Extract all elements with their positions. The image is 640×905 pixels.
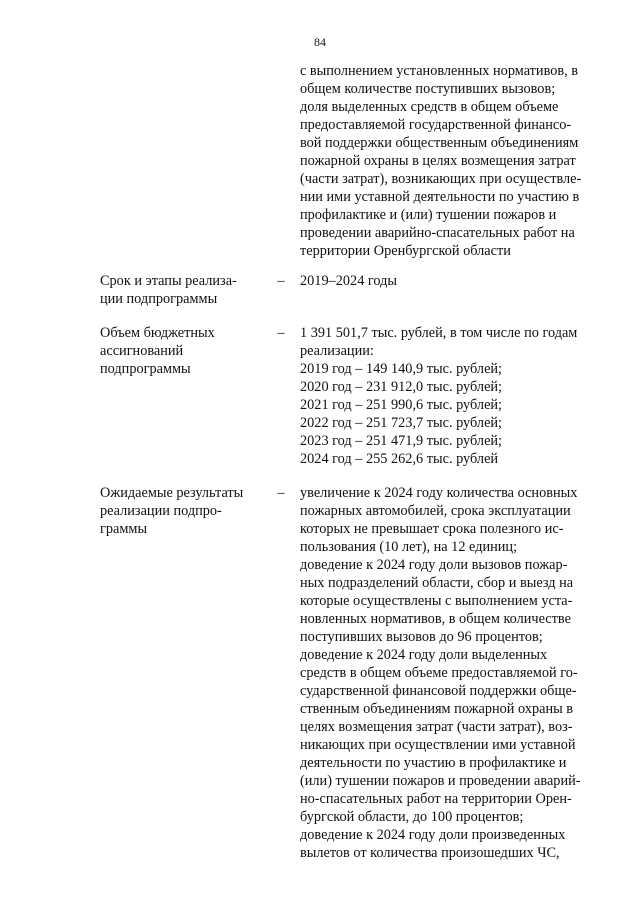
term-label-line: Срок и этапы реализа-: [100, 273, 237, 289]
budget-label-line: подпрограммы: [100, 361, 191, 377]
term-value: 2019–2024 годы: [300, 273, 398, 289]
budget-year-line: 2022 год – 251 723,7 тыс. рублей;: [300, 415, 503, 431]
results-value-line: пользования (10 лет), на 12 единиц;: [300, 539, 518, 555]
results-label-line: Ожидаемые результаты: [100, 485, 244, 501]
budget-dash: –: [277, 325, 285, 341]
intro-line: доля выделенных средств в общем объеме: [300, 99, 559, 115]
intro-line: общем количестве поступивших вызовов;: [300, 81, 556, 97]
results-value-line: поступивших вызовов до 96 процентов;: [300, 629, 543, 645]
budget-year-line: 2020 год – 231 912,0 тыс. рублей;: [300, 379, 503, 395]
results-value-line: целях возмещения затрат (части затрат), воз-: [300, 719, 573, 735]
intro-line: нии ими уставной деятельности по участию в: [300, 189, 580, 205]
page-number: 84: [314, 35, 326, 49]
budget-year-line: 2024 год – 255 262,6 тыс. рублей: [300, 451, 499, 467]
results-value-line: новленных нормативов, в общем количестве: [300, 611, 571, 627]
budget-value-line: реализации:: [300, 343, 374, 359]
results-dash: –: [277, 485, 285, 501]
results-value-line: вылетов от количества произошедших ЧС,: [300, 845, 560, 861]
budget-year-line: 2019 год – 149 140,9 тыс. рублей;: [300, 361, 503, 377]
intro-line: профилактике и (или) тушении пожаров и: [300, 207, 557, 223]
results-value-line: но-спасательных работ на территории Орен-: [300, 791, 572, 807]
intro-line: с выполнением установленных нормативов, в: [300, 63, 579, 79]
budget-year-line: 2021 год – 251 990,6 тыс. рублей;: [300, 397, 503, 413]
term-label-line: ции подпрограммы: [100, 291, 218, 307]
budget-value-line: 1 391 501,7 тыс. рублей, в том числе по годам: [300, 325, 578, 341]
budget-label-line: ассигнований: [100, 343, 184, 359]
results-value-line: ных подразделений области, сбор и выезд на: [300, 575, 574, 591]
results-value-line: пожарных автомобилей, срока эксплуатации: [300, 503, 571, 519]
results-value-line: деятельности по участию в профилактике и: [300, 755, 567, 771]
results-value-line: увеличение к 2024 году количества основных: [300, 485, 578, 501]
results-value-line: сударственной финансовой поддержки обще-: [300, 683, 577, 699]
intro-line: территории Оренбургской области: [300, 243, 511, 259]
budget-year-line: 2023 год – 251 471,9 тыс. рублей;: [300, 433, 503, 449]
results-value-line: ственным объединениям пожарной охраны в: [300, 701, 574, 717]
results-value-line: доведение к 2024 году доли вызовов пожар-: [300, 557, 568, 573]
results-value-line: бургской области, до 100 процентов;: [300, 809, 524, 825]
term-dash: –: [277, 273, 285, 289]
results-value-line: доведение к 2024 году доли произведенных: [300, 827, 566, 843]
intro-line: вой поддержки общественным объединениям: [300, 135, 579, 151]
intro-line: пожарной охраны в целях возмещения затрат: [300, 153, 576, 169]
intro-line: (части затрат), возникающих при осуществле-: [300, 171, 582, 187]
results-value-line: которых не превышает срока полезного ис-: [300, 521, 564, 537]
intro-line: проведении аварийно-спасательных работ на: [300, 225, 575, 241]
results-label-line: реализации подпро-: [100, 503, 222, 519]
intro-line: предоставляемой государственной финансо-: [300, 117, 572, 133]
results-value-line: которые осуществлены с выполнением уста-: [300, 593, 573, 609]
results-value-line: доведение к 2024 году доли выделенных: [300, 647, 548, 663]
budget-label-line: Объем бюджетных: [100, 325, 215, 341]
results-value-line: средств в общем объеме предоставляемой го-: [300, 665, 578, 681]
results-label-line: граммы: [100, 521, 148, 537]
results-value-line: никающих при осуществлении ими уставной: [300, 737, 576, 753]
results-value-line: (или) тушении пожаров и проведении аварий-: [300, 773, 581, 789]
